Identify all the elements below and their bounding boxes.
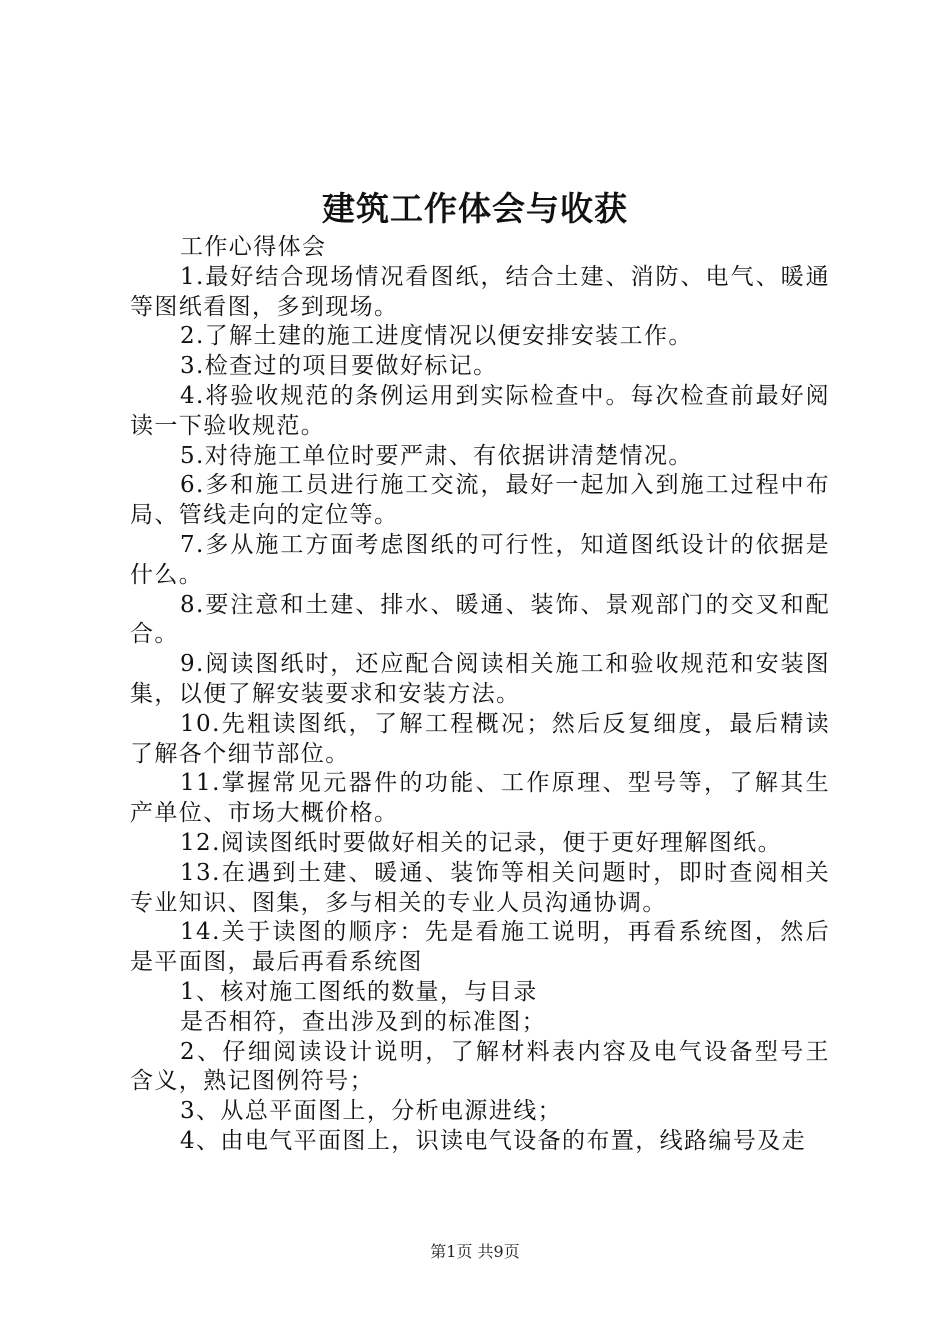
paragraph: 1、核对施工图纸的数量，与目录 (180, 978, 538, 1005)
paragraph: 6.多和施工员进行施工交流，最好一起加入到施工过程中布局、管线走向的定位等。 (130, 472, 830, 529)
document-title: 建筑工作体会与收获 (322, 189, 628, 228)
page-number-footer: 第1页 共9页 (430, 1242, 520, 1261)
paragraph: 5.对待施工单位时要严肃、有依据讲清楚情况。 (180, 442, 693, 469)
paragraph: 12.阅读图纸时要做好相关的记录，便于更好理解图纸。 (180, 829, 782, 856)
paragraph: 2、仔细阅读设计说明，了解材料表内容及电气设备型号王含义，熟记图例符号； (130, 1038, 830, 1095)
paragraph: 4、由电气平面图上，识读电气设备的布置，线路编号及走 (180, 1127, 807, 1154)
paragraph: 是否相符，查出涉及到的标准图； (180, 1008, 546, 1035)
paragraph: 8.要注意和土建、排水、暖通、装饰、景观部门的交叉和配合。 (130, 591, 830, 648)
paragraph: 14.关于读图的顺序：先是看施工说明，再看系统图，然后是平面图，最后再看系统图 (130, 919, 830, 976)
paragraph: 7.多从施工方面考虑图纸的可行性，知道图纸设计的依据是什么。 (130, 531, 830, 588)
paragraph: 13.在遇到土建、暖通、装饰等相关问题时，即时查阅相关专业知识、图集，多与相关的专业人员沟通协调。 (130, 859, 830, 916)
paragraph: 9.阅读图纸时，还应配合阅读相关施工和验收规范和安装图集，以便了解安装要求和安装方法。 (130, 651, 830, 707)
paragraph: 4.将验收规范的条例运用到实际检查中。每次检查前最好阅读一下验收规范。 (130, 382, 830, 439)
paragraph: 2.了解土建的施工进度情况以便安排安装工作。 (180, 323, 693, 350)
document-body (130, 233, 830, 1157)
paragraph: 1.最好结合现场情况看图纸，结合土建、消防、电气、暖通等图纸看图，多到现场。 (130, 263, 830, 320)
paragraph: 3、从总平面图上，分析电源进线； (180, 1098, 563, 1125)
paragraph: 3.检查过的项目要做好标记。 (180, 353, 498, 380)
paragraph: 11.掌握常见元器件的功能、工作原理、型号等，了解其生产单位、市场大概价格。 (130, 770, 830, 827)
paragraph: 10.先粗读图纸，了解工程概况；然后反复细度，最后精读了解各个细节部位。 (130, 710, 830, 767)
paragraph: 工作心得体会 (180, 234, 327, 260)
